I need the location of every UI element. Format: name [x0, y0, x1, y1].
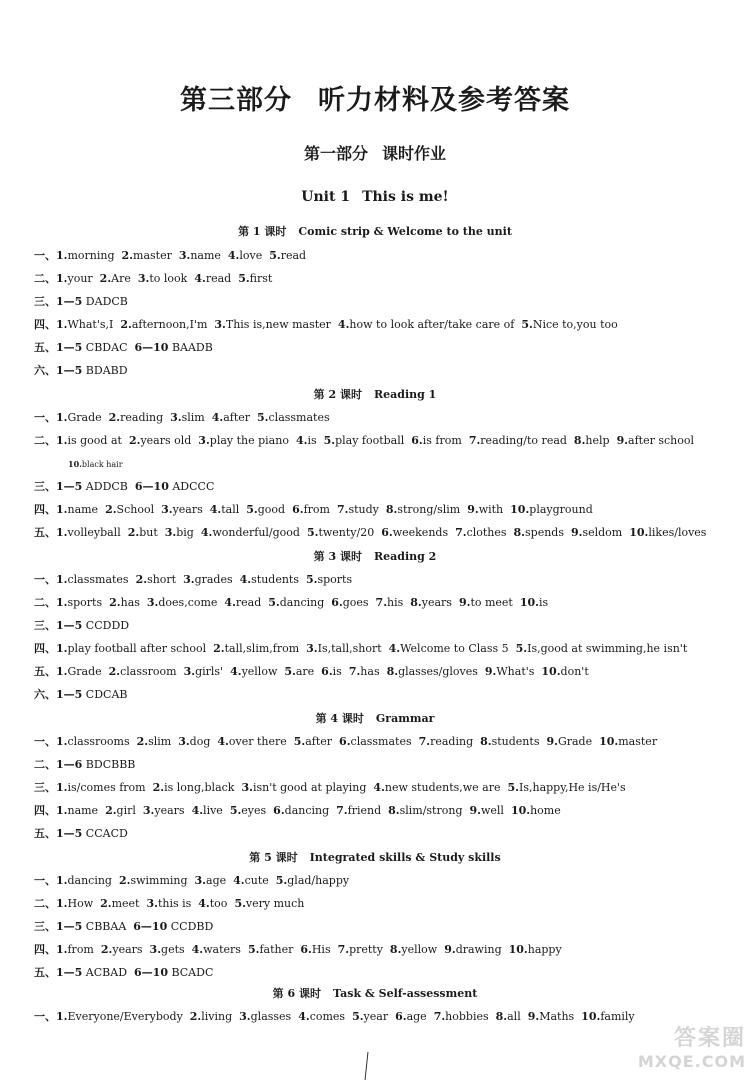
- unit-name: This is me!: [362, 189, 449, 205]
- part-title: [0, 144, 750, 164]
- answer-text: 1—5 CCDDD: [56, 619, 130, 632]
- answer-text: 1.is/comes from 2.is long,black 3.isn't good at playing 4.new students,we are 5.Is,happy,He is/He's: [56, 781, 626, 794]
- answer-row: [34, 434, 724, 448]
- section-label: 五、: [34, 966, 56, 979]
- answer-text: 1.name 2.girl 3.years 4.live 5.eyes 6.dancing 7.friend 8.slim/strong 9.well 10.home: [56, 804, 561, 817]
- section-label: 四、: [34, 642, 56, 655]
- answer-row: [34, 943, 724, 957]
- answer-text: 1.from 2.years 3.gets 4.waters 5.father 6.His 7.pretty 8.yellow 9.drawing 10.happy: [56, 943, 562, 956]
- answer-row: [34, 642, 724, 656]
- lesson-title: [0, 712, 750, 726]
- section-label: 一、: [34, 735, 56, 748]
- answer-text: 1.What's,I 2.afternoon,I'm 3.This is,new master 4.how to look after/take care of 5.Nice to,you too: [56, 318, 618, 331]
- answer-text: 1.dancing 2.swimming 3.age 4.cute 5.glad/happy: [56, 874, 350, 887]
- answer-row: [34, 758, 724, 772]
- section-label: 五、: [34, 341, 56, 354]
- answer-row: [34, 665, 724, 679]
- main-title-right: 听力材料及参考答案: [318, 85, 570, 116]
- answer-row: [34, 411, 724, 425]
- page-main-title: [0, 86, 750, 116]
- lesson-name: Reading 2: [374, 550, 437, 563]
- lesson-number: 第 5 课时: [249, 851, 298, 864]
- answer-row: [34, 619, 724, 633]
- answer-text: 1.Grade 2.reading 3.slim 4.after 5.classmates: [56, 411, 330, 424]
- section-label: 四、: [34, 943, 56, 956]
- lesson-name: Task & Self-assessment: [333, 987, 478, 1000]
- answer-text: 1—5 DADCB: [56, 295, 128, 308]
- section-label: 五、: [34, 526, 56, 539]
- answer-text: 1.your 2.Are 3.to look 4.read 5.first: [56, 272, 273, 285]
- answer-text: 1.Grade 2.classroom 3.girls' 4.yellow 5.are 6.is 7.has 8.glasses/gloves 9.What's 10.don't: [56, 665, 589, 678]
- answer-row: [34, 966, 724, 980]
- answer-row: [34, 1010, 724, 1024]
- answer-row: [34, 272, 724, 286]
- section-label: 一、: [34, 249, 56, 262]
- section-label: 一、: [34, 874, 56, 887]
- answer-text: 1.is good at 2.years old 3.play the piano 4.is 5.play football 6.is from 7.reading/to read 8.help 9.after school: [56, 434, 695, 447]
- lesson-title: [0, 388, 750, 402]
- answer-row: [34, 596, 724, 610]
- answer-text: 1.How 2.meet 3.this is 4.too 5.very much: [56, 897, 305, 910]
- answer-row: [34, 920, 724, 934]
- answer-row: [34, 735, 724, 749]
- part-title-right: 课时作业: [382, 144, 447, 163]
- unit-title: [0, 188, 750, 206]
- answer-row: [34, 480, 724, 494]
- lesson-title: [0, 987, 750, 1001]
- section-label: 四、: [34, 804, 56, 817]
- answer-text: 1.morning 2.master 3.name 4.love 5.read: [56, 249, 307, 262]
- answer-text: 1—5 CBBAA 6—10 CCDBD: [56, 920, 214, 933]
- watermark-en: MXQE.COM: [637, 1052, 746, 1071]
- answer-row: [34, 573, 724, 587]
- section-label: 二、: [34, 272, 56, 285]
- lesson-name: Comic strip & Welcome to the unit: [298, 225, 512, 238]
- answer-row: [68, 457, 750, 472]
- section-label: 三、: [34, 781, 56, 794]
- answer-row: [34, 249, 724, 263]
- answer-text: 1.classmates 2.short 3.grades 4.students 5.sports: [56, 573, 353, 586]
- answer-text: 1—5 CBDAC 6—10 BAADB: [56, 341, 213, 354]
- answer-row: [34, 827, 724, 841]
- answer-text: 1.Everyone/Everybody 2.living 3.glasses 4.comes 5.year 6.age 7.hobbies 8.all 9.Maths 10.family: [56, 1010, 635, 1023]
- answer-row: [34, 688, 724, 702]
- answer-row: [34, 897, 724, 911]
- lesson-title: [0, 225, 750, 239]
- answer-row: [34, 341, 724, 355]
- section-label: 四、: [34, 318, 56, 331]
- answer-text: 1.volleyball 2.but 3.big 4.wonderful/good 5.twenty/20 6.weekends 7.clothes 8.spends 9.seldom 10.likes/loves: [56, 526, 707, 539]
- answer-row: [34, 804, 724, 818]
- section-label: 五、: [34, 827, 56, 840]
- section-label: 二、: [34, 897, 56, 910]
- lesson-name: Grammar: [375, 712, 435, 725]
- answer-row: [34, 295, 724, 309]
- answer-row: [34, 318, 724, 332]
- answer-text: 1—5 ADDCB 6—10 ADCCC: [56, 480, 215, 493]
- answer-text: 1.sports 2.has 3.does,come 4.read 5.dancing 6.goes 7.his 8.years 9.to meet 10.is: [56, 596, 549, 609]
- unit-number: Unit 1: [301, 189, 351, 205]
- section-label: 一、: [34, 411, 56, 424]
- answer-row: [34, 364, 724, 378]
- lesson-number: 第 4 课时: [315, 712, 364, 725]
- answer-row: [34, 781, 724, 795]
- answer-text: 1—6 BDCBBB: [56, 758, 136, 771]
- part-title-left: 第一部分: [303, 144, 368, 163]
- section-label: 六、: [34, 688, 56, 701]
- watermark-cn: 答案圈: [673, 1026, 746, 1051]
- section-label: 三、: [34, 295, 56, 308]
- lesson-number: 第 6 课时: [272, 987, 321, 1000]
- section-label: 六、: [34, 364, 56, 377]
- answer-text: 10.black hair: [68, 459, 123, 469]
- section-label: 四、: [34, 503, 56, 516]
- lesson-name: Integrated skills & Study skills: [309, 851, 501, 864]
- answer-text: 1—5 BDABD: [56, 364, 128, 377]
- section-label: 五、: [34, 665, 56, 678]
- answer-text: 1.name 2.School 3.years 4.tall 5.good 6.from 7.study 8.strong/slim 9.with 10.playground: [56, 503, 593, 516]
- lesson-title: [0, 851, 750, 865]
- section-label: 三、: [34, 920, 56, 933]
- answer-row: [34, 874, 724, 888]
- answer-text: 1—5 ACBAD 6—10 BCADC: [56, 966, 214, 979]
- answer-text: 1.play football after school 2.tall,slim,from 3.Is,tall,short 4.Welcome to Class 5 5.Is,good at swimming,he isn't: [56, 642, 688, 655]
- section-label: 二、: [34, 434, 56, 447]
- lesson-title: [0, 550, 750, 564]
- lesson-number: 第 3 课时: [313, 550, 362, 563]
- main-title-left: 第三部分: [180, 85, 292, 116]
- section-label: 三、: [34, 619, 56, 632]
- section-label: 二、: [34, 758, 56, 771]
- pen-mark: [365, 1052, 369, 1080]
- answer-text: 1—5 CCACD: [56, 827, 128, 840]
- answer-row: [34, 526, 724, 540]
- section-label: 一、: [34, 1010, 56, 1023]
- answer-text: 1.classrooms 2.slim 3.dog 4.over there 5.after 6.classmates 7.reading 8.students 9.Grade 10.master: [56, 735, 658, 748]
- section-label: 一、: [34, 573, 56, 586]
- lesson-name: Reading 1: [374, 388, 437, 401]
- lesson-number: 第 1 课时: [238, 225, 287, 238]
- watermark: [596, 1026, 746, 1084]
- section-label: 二、: [34, 596, 56, 609]
- answer-row: [34, 503, 724, 517]
- lesson-number: 第 2 课时: [313, 388, 362, 401]
- section-label: 三、: [34, 480, 56, 493]
- answer-text: 1—5 CDCAB: [56, 688, 128, 701]
